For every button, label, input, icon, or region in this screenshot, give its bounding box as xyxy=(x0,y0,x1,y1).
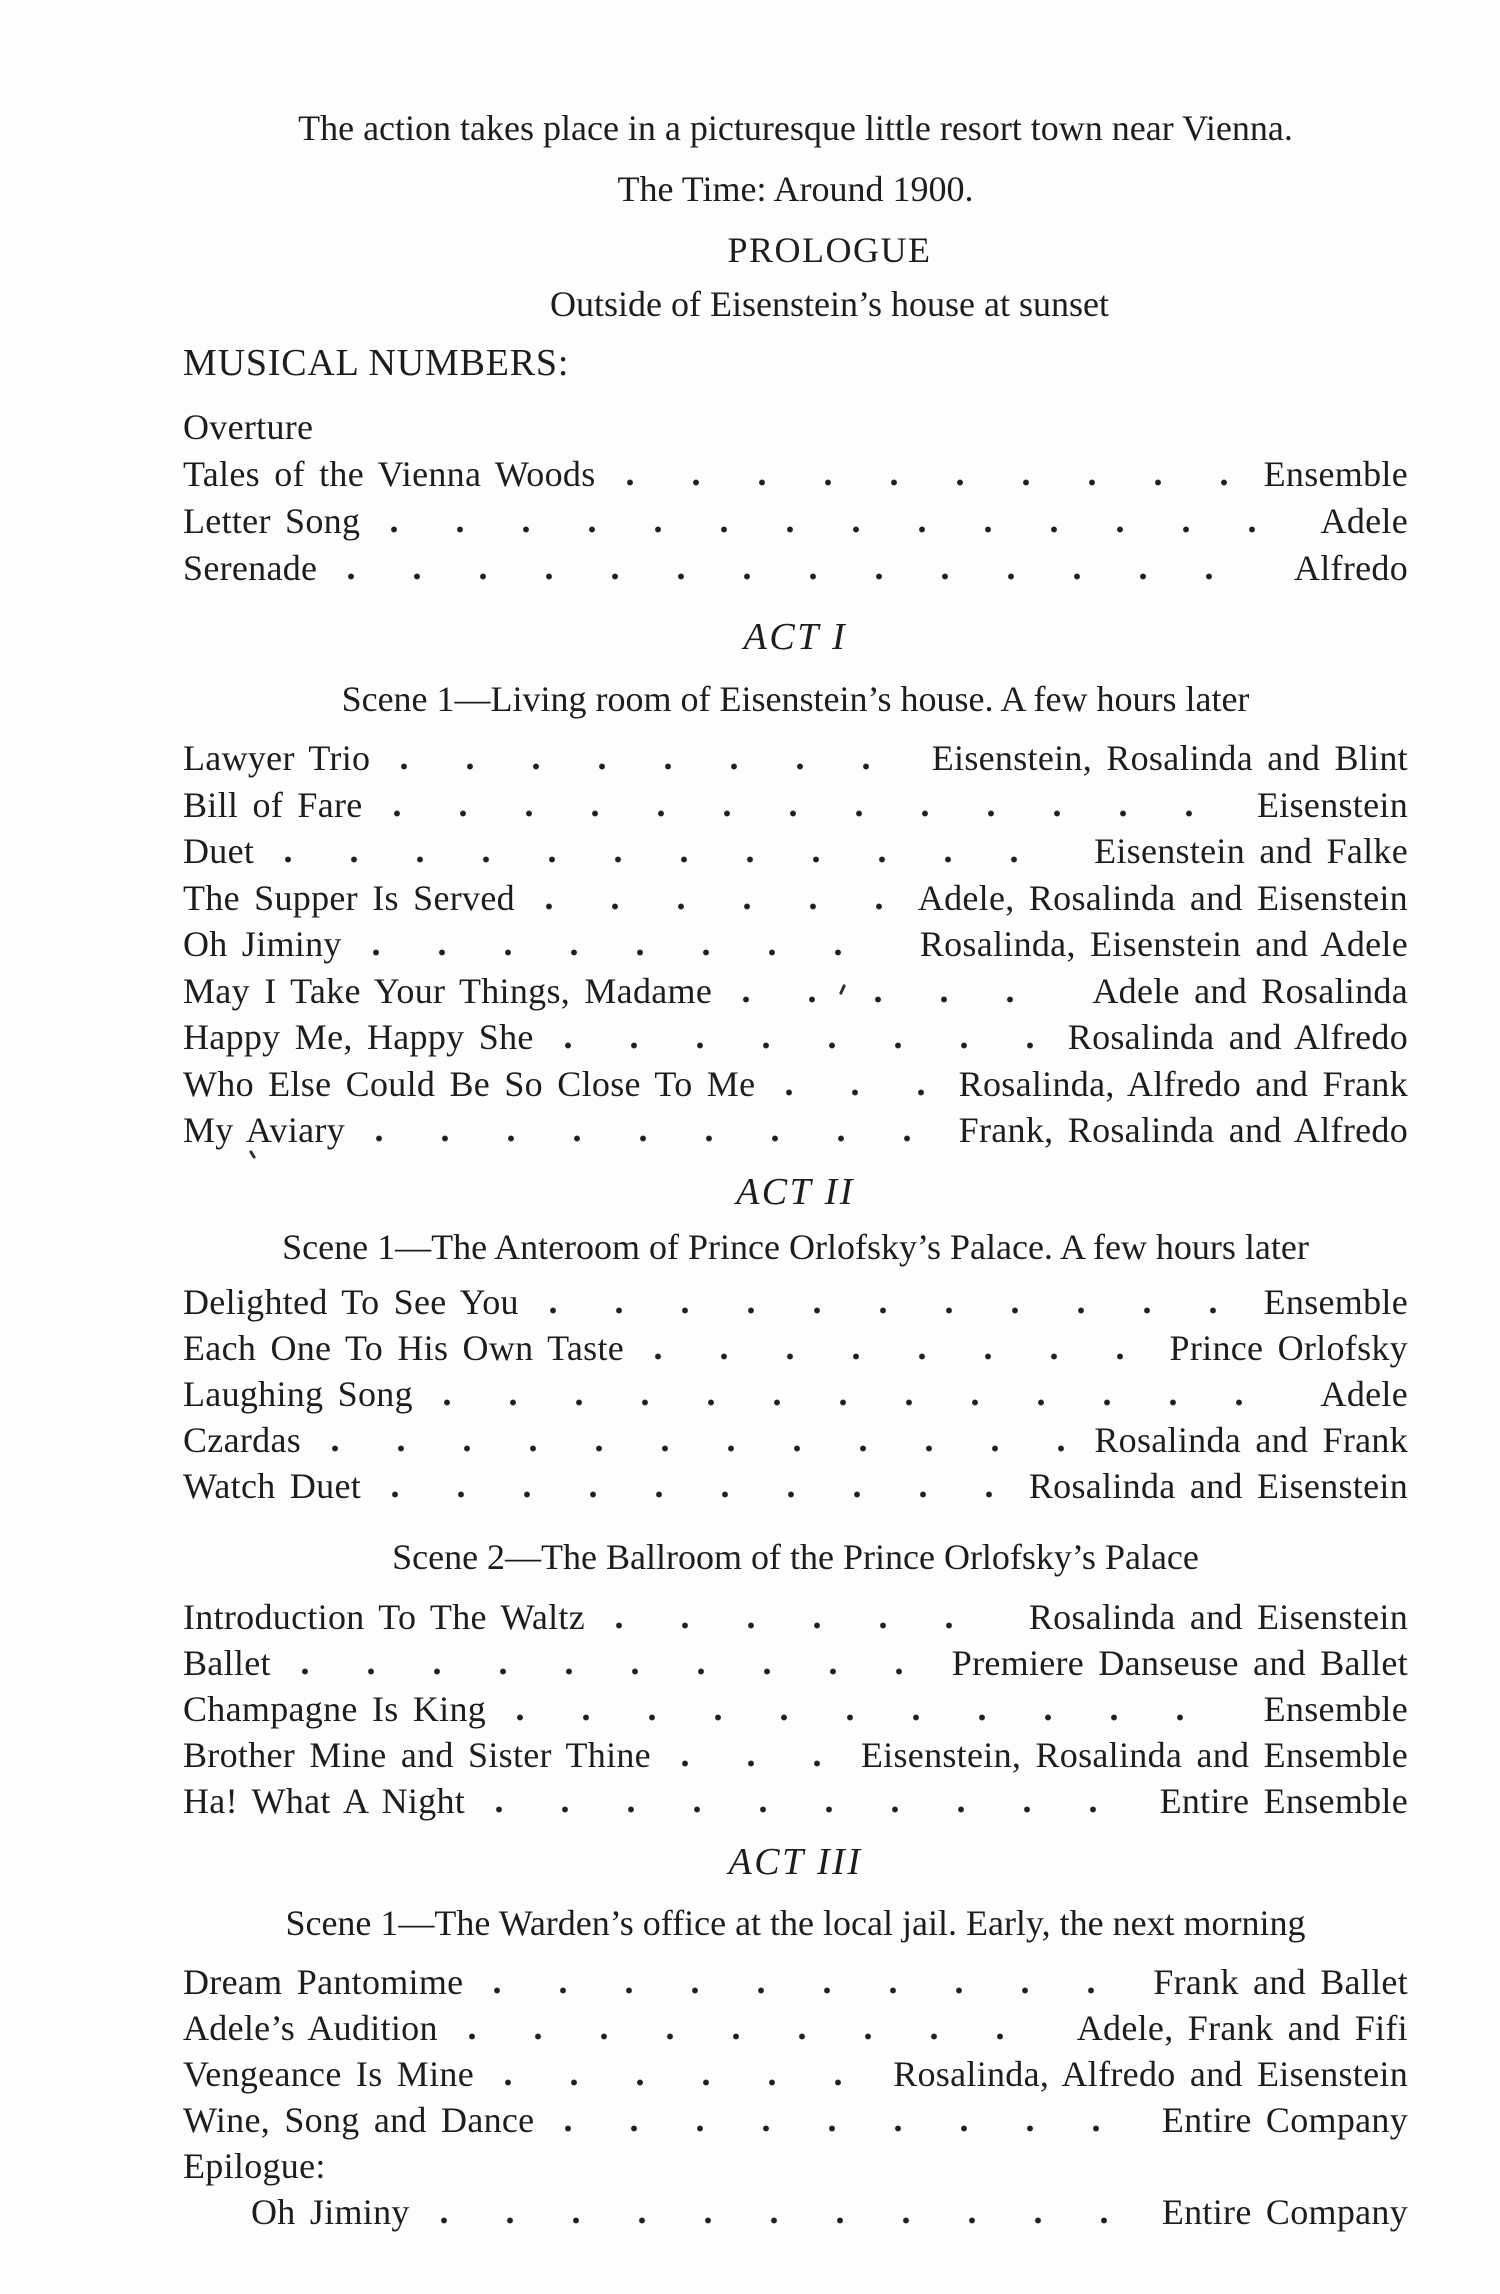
dot-leader xyxy=(516,1714,1238,1721)
performer-names: Rosalinda, Alfredo and Eisenstein xyxy=(893,2054,1408,2094)
program-row xyxy=(183,1061,1408,1107)
time-line: The Time: Around 1900. xyxy=(617,169,974,209)
song-title: My Aviary xyxy=(183,1110,346,1150)
dot-leader xyxy=(393,810,1231,817)
musical-numbers-heading: MUSICAL NUMBERS: xyxy=(183,342,570,384)
scene-heading: Scene 1—Living room of Eisenstein’s house. A few hours later xyxy=(341,679,1250,719)
scene-heading: Scene 2—The Ballroom of the Prince Orlofsky’s Palace xyxy=(392,1537,1199,1577)
performer-names: Prince Orlofsky xyxy=(1169,1328,1408,1368)
program-row xyxy=(183,2097,1408,2143)
performer-names: Adele, Rosalinda and Eisenstein xyxy=(917,878,1408,918)
song-title: Duet xyxy=(183,831,255,871)
program-row xyxy=(183,1463,1408,1509)
song-title: Watch Duet xyxy=(183,1466,362,1506)
performer-names: Rosalinda and Eisenstein xyxy=(1028,1466,1408,1506)
program-row xyxy=(183,1325,1408,1371)
performer-names: Ensemble xyxy=(1263,1689,1408,1729)
song-title: Brother Mine and Sister Thine xyxy=(183,1735,651,1775)
song-title: May I Take Your Things, Madame xyxy=(183,971,713,1011)
dot-leader xyxy=(440,2217,1136,2224)
program-row xyxy=(183,1279,1408,1325)
performer-names: Eisenstein, Rosalinda and Blint xyxy=(931,738,1408,778)
epilogue-label: Epilogue: xyxy=(183,2146,326,2186)
song-title: Dream Pantomime xyxy=(183,1962,464,2002)
performer-names: Frank and Ballet xyxy=(1153,1962,1408,2002)
performer-names: Ensemble xyxy=(1263,454,1408,494)
performer-names: Adele xyxy=(1320,1374,1408,1414)
program-row xyxy=(183,1778,1408,1824)
dot-leader xyxy=(468,2033,1051,2040)
program-row xyxy=(183,875,1408,921)
song-title: Delighted To See You xyxy=(183,1282,519,1322)
song-title: Ha! What A Night xyxy=(183,1781,466,1821)
dot-leader xyxy=(742,996,1066,1003)
song-title: Happy Me, Happy She xyxy=(183,1017,534,1057)
epilogue-heading xyxy=(183,2143,1408,2189)
performer-names: Entire Ensemble xyxy=(1159,1781,1408,1821)
act-heading: ACT III xyxy=(728,1841,863,1883)
performer-names: Adele xyxy=(1320,501,1408,541)
song-title: Adele’s Audition xyxy=(183,2008,438,2048)
dot-leader xyxy=(626,479,1238,486)
song-title: Overture xyxy=(183,407,314,447)
song-title: Tales of the Vienna Woods xyxy=(183,454,596,494)
dot-leader xyxy=(284,856,1068,863)
performer-names: Entire Company xyxy=(1161,2100,1408,2140)
song-title: Who Else Could Be So Close To Me xyxy=(183,1064,756,1104)
dot-leader xyxy=(615,1622,1003,1629)
song-title: Oh Jiminy xyxy=(183,924,342,964)
dot-leader xyxy=(372,949,894,956)
dot-leader xyxy=(564,2125,1135,2132)
program-row xyxy=(183,968,1408,1014)
dot-leader xyxy=(504,2079,867,2086)
song-title: Bill of Fare xyxy=(183,785,363,825)
song-title: Oh Jiminy xyxy=(251,2192,410,2232)
song-title: Vengeance Is Mine xyxy=(183,2054,474,2094)
performer-names: Frank, Rosalinda and Alfredo xyxy=(958,1110,1408,1150)
dot-leader xyxy=(390,526,1294,533)
dot-leader xyxy=(331,1445,1068,1452)
program-row xyxy=(183,1640,1408,1686)
dot-leader xyxy=(443,1399,1295,1406)
song-title: Champagne Is King xyxy=(183,1689,487,1729)
program-row xyxy=(183,782,1408,828)
dot-leader xyxy=(400,763,905,770)
performer-names: Rosalinda and Eisenstein xyxy=(1028,1597,1408,1637)
program-row xyxy=(183,735,1408,781)
dot-leader xyxy=(347,573,1268,580)
program-row xyxy=(183,921,1408,967)
program-row xyxy=(183,451,1408,497)
performer-names: Adele and Rosalinda xyxy=(1092,971,1408,1011)
performer-names: Alfredo xyxy=(1293,548,1408,588)
performer-names: Rosalinda and Alfredo xyxy=(1067,1017,1408,1057)
dot-leader xyxy=(495,1806,1133,1813)
scene-heading: Scene 1—The Warden’s office at the local jail. Early, the next morning xyxy=(285,1903,1306,1943)
performer-names: Rosalinda and Frank xyxy=(1094,1420,1408,1460)
setting-line: The action takes place in a picturesque little resort town near Vienna. xyxy=(298,108,1293,148)
program-row xyxy=(183,1417,1408,1463)
performer-names: Eisenstein and Falke xyxy=(1094,831,1408,871)
program-row xyxy=(183,1107,1408,1153)
program-row xyxy=(183,1959,1408,2005)
song-title: Each One To His Own Taste xyxy=(183,1328,625,1368)
program-row xyxy=(183,2189,1408,2235)
program-row xyxy=(183,1371,1408,1417)
dot-leader xyxy=(391,1491,1003,1498)
performer-names: Adele, Frank and Fifi xyxy=(1076,2008,1408,2048)
act-heading: ACT II xyxy=(736,1171,855,1213)
dot-leader xyxy=(375,1135,933,1142)
program-row xyxy=(183,545,1408,591)
dot-leader xyxy=(654,1353,1143,1360)
program-row xyxy=(183,2005,1408,2051)
dot-leader xyxy=(681,1760,835,1767)
program-row xyxy=(183,1014,1408,1060)
song-title: Wine, Song and Dance xyxy=(183,2100,535,2140)
dot-leader xyxy=(493,1987,1127,1994)
performer-names: Premiere Danseuse and Ballet xyxy=(951,1643,1408,1683)
performer-names: Entire Company xyxy=(1161,2192,1408,2232)
song-title: Ballet xyxy=(183,1643,271,1683)
program-row xyxy=(183,828,1408,874)
program-row xyxy=(183,404,1408,450)
dot-leader xyxy=(564,1042,1042,1049)
program-row xyxy=(183,1732,1408,1778)
performer-names: Eisenstein xyxy=(1257,785,1408,825)
performer-names: Rosalinda, Eisenstein and Adele xyxy=(919,924,1408,964)
song-title: Czardas xyxy=(183,1420,302,1460)
song-title: Lawyer Trio xyxy=(183,738,371,778)
song-title: Letter Song xyxy=(183,501,361,541)
song-title: The Supper Is Served xyxy=(183,878,515,918)
program-row xyxy=(183,498,1408,544)
scene-heading: Scene 1—The Anteroom of Prince Orlofsky’s Palace. A few hours later xyxy=(282,1227,1309,1267)
dot-leader xyxy=(545,903,892,910)
dot-leader xyxy=(301,1668,926,1675)
performer-names: Ensemble xyxy=(1263,1282,1408,1322)
program-row xyxy=(183,2051,1408,2097)
program-row xyxy=(183,1594,1408,1640)
dot-leader xyxy=(549,1307,1238,1314)
performer-names: Eisenstein, Rosalinda and Ensemble xyxy=(860,1735,1408,1775)
prologue-heading: PROLOGUE xyxy=(727,230,932,270)
prologue-setting-line: Outside of Eisenstein’s house at sunset xyxy=(550,284,1109,324)
song-title: Introduction To The Waltz xyxy=(183,1597,586,1637)
act-heading: ACT I xyxy=(743,616,848,658)
performer-names: Rosalinda, Alfredo and Frank xyxy=(958,1064,1408,1104)
song-title: Laughing Song xyxy=(183,1374,413,1414)
song-title: Serenade xyxy=(183,548,318,588)
dot-leader xyxy=(785,1089,932,1096)
program-row xyxy=(183,1686,1408,1732)
